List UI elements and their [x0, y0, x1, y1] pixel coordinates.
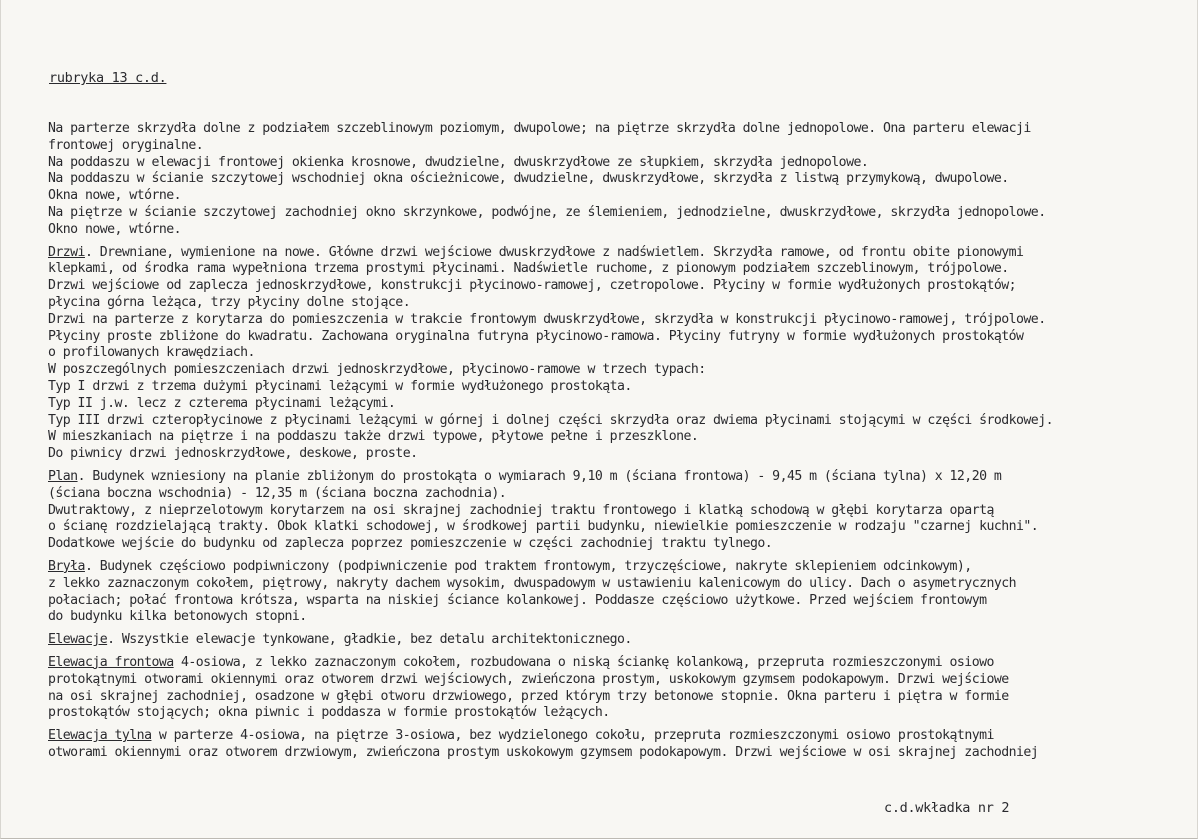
paragraph-doors [48, 245, 1178, 463]
text-line: protokątnymi otworami okiennymi oraz otworem drzwi wejściowych, zwieńczona prostym, uskokowym gzymsem podokapowym. Drzwi wejściowe [48, 671, 1009, 687]
text-line: o ścianę rozdzielającą trakty. Obok klatki schodowej, w środkowej partii budynku, niewielkie pomieszczenie w rodzaju "czarnej kuchni". [48, 519, 1039, 535]
text-line: . Drewniane, wymienione na nowe. Główne drzwi wejściowe dwuskrzydłowe z nadświetlem. Skrzydła ramowe, od frontu obite pionowymi [84, 244, 1024, 260]
text-line: otworami okiennymi oraz otworem drzwiowym, zwieńczona prostym uskokowym gzymsem podokapowym. Drzwi wejściowe w osi skrajnej zachodniej [48, 744, 1039, 760]
paragraph-plan [48, 469, 1178, 553]
page-heading: rubryka 13 c.d. [49, 70, 167, 86]
text-line: Na parterze skrzydła dolne z podziałem szczeblinowym poziomym, dwupolowe; na piętrze skrzydła dolne jednopolowe. Ona parteru elewacji [48, 121, 1031, 136]
text-line: Na poddaszu w elewacji frontowej okienka krosnowe, dwudzielne, dwuskrzydłowe ze słupkiem, skrzydła jednopolowe. [48, 154, 869, 170]
text-line: Dodatkowe wejście do budynku od zaplecza poprzez pomieszczenie w części zachodniej traktu tylnego. [48, 536, 773, 552]
paragraph-front-elevation [48, 655, 1178, 722]
text-line: Typ I drzwi z trzema dużymi płycinami leżącymi w formie wydłużonego prostokąta. [48, 378, 632, 394]
section-label-doors: Drzwi [48, 244, 85, 260]
text-line: Typ III drzwi czteropłycinowe z płycinami leżącymi w górnej i dolnej części skrzydła oraz dwiema płycinami stojącymi w części środkowej. [48, 412, 1053, 428]
text-line: Na poddaszu w ścianie szczytowej wschodniej okna ościeżnicowe, dwudzielne, dwuskrzydłowe, skrzydła z listwą przymykową, dwupolowe. [48, 171, 1009, 187]
document-body [48, 121, 1178, 762]
text-line: W mieszkaniach na piętrze i na poddaszu także drzwi typowe, płytowe pełne i przeszklone. [48, 429, 699, 445]
text-line: frontowej oryginalne. [48, 137, 204, 153]
text-line: płycina górna leżąca, trzy płyciny dolne stojące. [48, 294, 411, 310]
text-line: połaciach; połać frontowa krótsza, wsparta na niskiej ściance kolankowej. Poddasze częściowo użytkowe. Przed wejściem frontowym [48, 592, 987, 608]
text-line: Na piętrze w ścianie szczytowej zachodniej okno skrzynkowe, podwójne, ze ślemieniem, jednodzielne, dwuskrzydłowe, skrzydła jednopolowe. [48, 204, 1046, 220]
paragraph-windows [48, 121, 1178, 239]
section-label-elevations: Elewacje [48, 632, 108, 648]
text-line: w parterze 4-osiowa, na piętrze 3-osiowa, bez wydzielonego cokołu, przepruta rozmieszczonymi osiowo prostokątnymi [151, 728, 994, 744]
paragraph-elevations [48, 632, 1178, 649]
text-line: . Wszystkie elewacje tynkowane, gładkie, bez detalu architektonicznego. [107, 632, 632, 648]
paragraph-massing [48, 559, 1178, 626]
text-line: . Budynek wzniesiony na planie zbliżonym do prostokąta o wymiarach 9,10 m (ściana frontowa) - 9,45 m (ściana tylna) x 12,20 m [77, 468, 1002, 484]
text-line: klepkami, od środka rama wypełniona trzema prostymi płycinami. Nadświetle ruchome, z pionowym podziałem szczeblinowym, trójpolowe. [48, 261, 1009, 277]
text-line: (ściana boczna wschodnia) - 12,35 m (ściana boczna zachodnia). [48, 485, 507, 501]
text-line: Typ II j.w. lecz z czterema płycinami leżącymi. [48, 395, 396, 411]
text-line: prostokątów stojących; okna piwnic i poddasza w formie prostokątów leżących. [48, 705, 610, 721]
section-label-front-elevation: Elewacja frontowa [48, 654, 174, 670]
text-line: o profilowanych krawędziach. [48, 345, 255, 361]
text-line: Płyciny proste zbliżone do kwadratu. Zachowana oryginalna futryna płycinowo-ramowa. Płyciny futryny w formie wydłużonych prostokątów [48, 328, 1024, 344]
paragraph-rear-elevation [48, 728, 1178, 762]
text-line: z lekko zaznaczonym cokołem, piętrowy, nakryty dachem wysokim, dwuspadowym w ustawieniu kalenicowym do ulicy. Dach o asymetrycznych [48, 575, 1017, 591]
text-line: W poszczególnych pomieszczeniach drzwi jednoskrzydłowe, płycinowo-ramowe w trzech typach: [48, 362, 706, 378]
section-label-massing: Bryła [48, 558, 85, 574]
continuation-note: c.d.wkładka nr 2 [884, 800, 1010, 816]
text-line: Drzwi na parterze z korytarza do pomieszczenia w trakcie frontowym dwuskrzydłowe, skrzydła w konstrukcji płycinowo-ramowej, trójpolowe. [48, 311, 1046, 327]
text-line: Drzwi wejściowe od zaplecza jednoskrzydłowe, konstrukcji płycinowo-ramowej, czetropolowe. Płyciny w formie wydłużonych prostokątów; [48, 278, 1017, 294]
text-line: Okna nowe, wtórne. [48, 188, 182, 204]
text-line: . Budynek częściowo podpiwniczony (podpiwniczenie pod traktem frontowym, trzyczęściowe, nakryte sklepieniem odcinkowym), [84, 558, 972, 574]
text-line: Okno nowe, wtórne. [48, 221, 182, 237]
text-line: na osi skrajnej zachodniej, osadzone w głębi otworu drzwiowego, przed którym trzy betonowe stopnie. Okna parteru i piętra w formie [48, 688, 1009, 704]
text-line: do budynku kilka betonowych stopni. [48, 609, 307, 625]
text-line: 4-osiowa, z lekko zaznaczonym cokołem, rozbudowana o niską ściankę kolankową, przepruta rozmieszczonymi osiowo [173, 654, 994, 670]
section-label-plan: Plan [48, 468, 78, 484]
text-line: Do piwnicy drzwi jednoskrzydłowe, deskowe, proste. [48, 446, 418, 462]
text-line: Dwutraktowy, z nieprzelotowym korytarzem na osi skrajnej zachodniej traktu frontowego i klatką schodową w głębi korytarza opartą [48, 502, 994, 518]
section-label-rear-elevation: Elewacja tylna [48, 728, 152, 744]
